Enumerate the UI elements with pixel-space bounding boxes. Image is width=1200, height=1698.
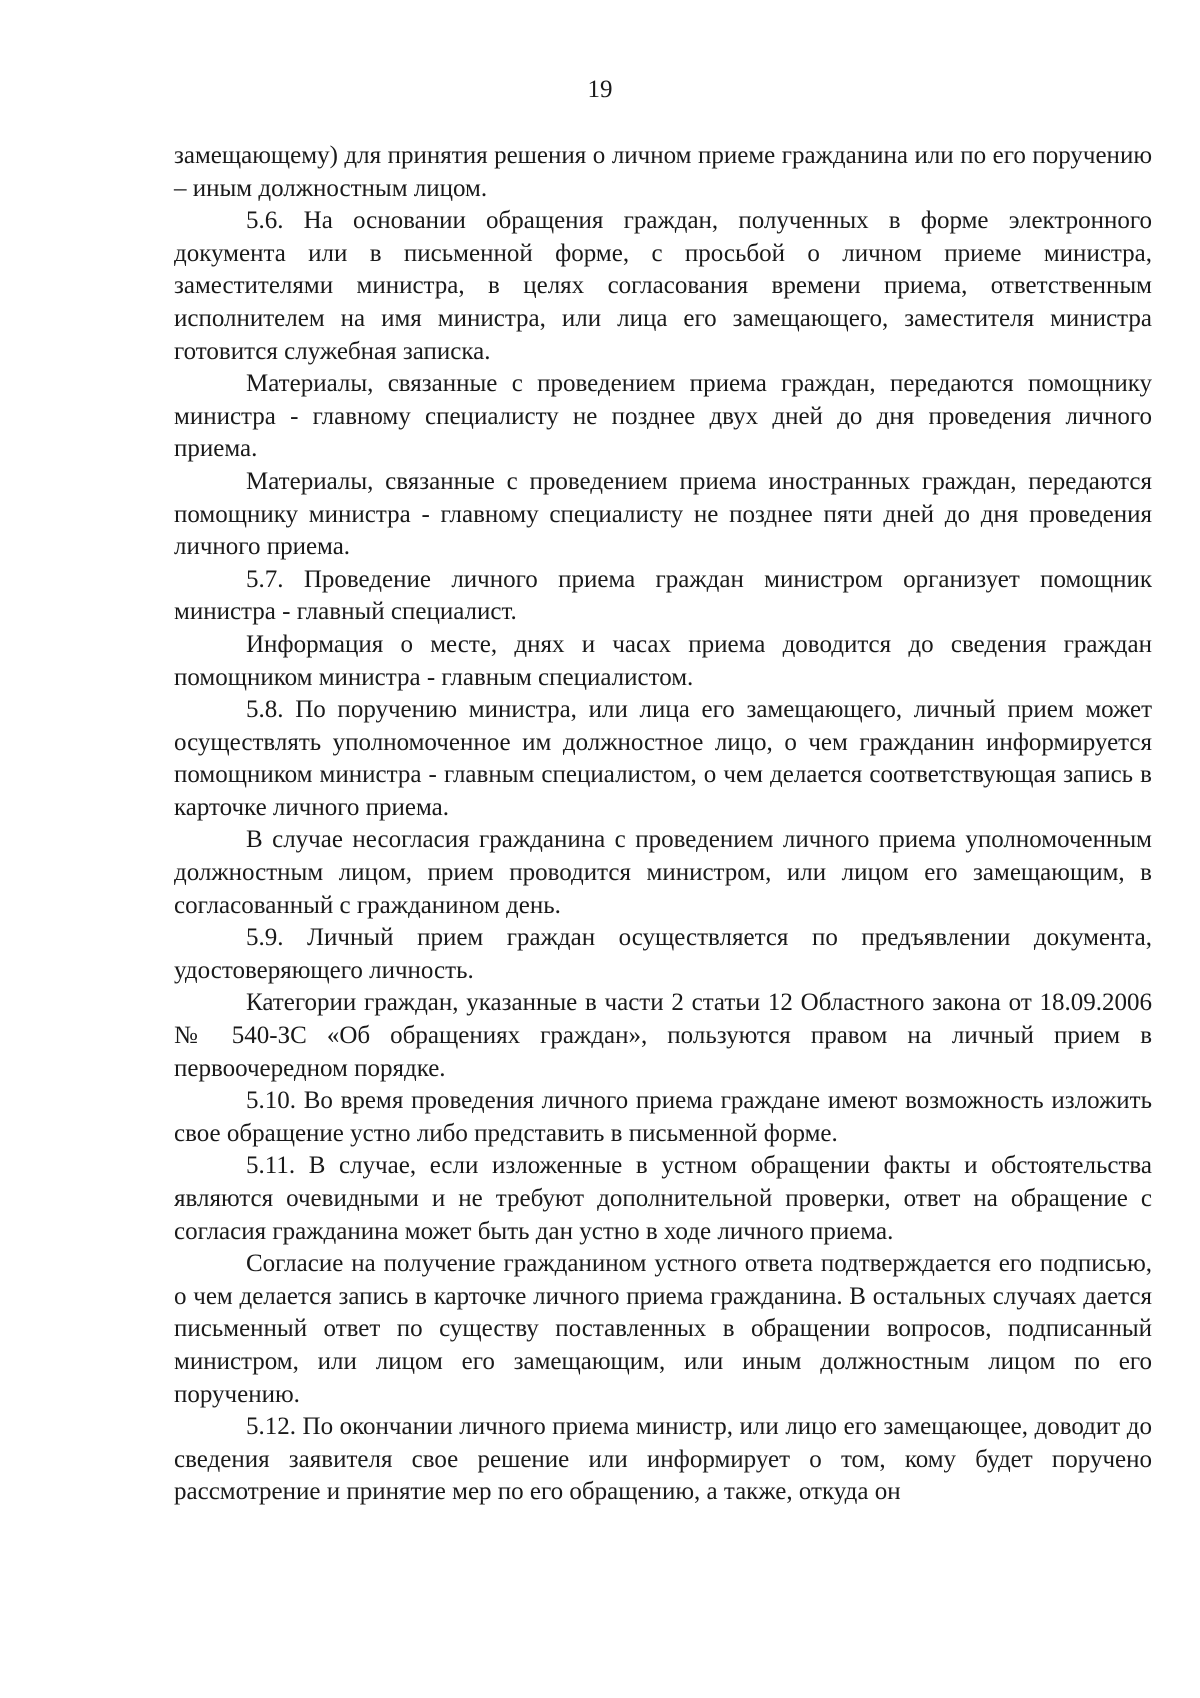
paragraph: Материалы, связанные с проведением приема граждан, передаются помощнику министра - главному специалисту не позднее двух дней до дня проведения личного приема. <box>174 370 1152 463</box>
paragraph: Согласие на получение гражданином устного ответа подтверждается его подписью, о чем делается запись в карточке личного приема гражданина. В остальных случаях дается письменный ответ по существу поставленных в обращении вопросов, подписанный министром, или лицом его замещающим, или иным должностным лицом по его поручению. <box>174 1250 1152 1408</box>
paragraph: Информация о месте, днях и часах приема доводится до сведения граждан помощником министра - главным специалистом. <box>174 630 1152 691</box>
paragraph: 5.7. Проведение личного приема граждан министром организует помощник министра - главный специалист. <box>174 565 1152 626</box>
paragraph: замещающему) для принятия решения о личном приеме гражданина или по его поручению – иным должностным лицом. <box>174 142 1152 202</box>
paragraph: В случае несогласия гражданина с проведением личного приема уполномоченным должностным лицом, прием проводится министром, или лицом его замещающим, в согласованный с гражданином день. <box>174 826 1152 919</box>
paragraph: Материалы, связанные с проведением приема иностранных граждан, передаются помощнику министра - главному специалисту не позднее пяти дней до дня проведения личного приема. <box>174 467 1152 561</box>
paragraph: 5.10. Во время проведения личного приема граждане имеют возможность изложить свое обращение устно либо представить в письменной форме. <box>174 1087 1152 1147</box>
paragraph: Категории граждан, указанные в части 2 статьи 12 Областного закона от 18.09.2006 № 540-ЗС «Об обращениях граждан», пользуются правом на личный прием в первоочередном порядке. <box>174 989 1152 1082</box>
paragraph: 5.9. Личный прием граждан осуществляется по предъявлении документа, удостоверяющего личность. <box>174 924 1152 984</box>
paragraph: 5.11. В случае, если изложенные в устном обращении факты и обстоятельства являются очевидными и не требуют дополнительной проверки, ответ на обращение с согласия гражданина может быть дан устно в ходе личного приема. <box>174 1152 1152 1245</box>
document-body <box>174 140 1152 1509</box>
paragraph: 5.6. На основании обращения граждан, полученных в форме электронного документа или в письменной форме, с просьбой о личном приеме министра, заместителями министра, в целях согласования времени приема, ответственным исполнителем на имя министра, или лица его замещающего, заместителя министра готовится служебная записка. <box>174 207 1152 365</box>
paragraph: 5.8. По поручению министра, или лица его замещающего, личный прием может осуществлять уполномоченное им должностное лицо, о чем гражданин информируется помощником министра - главным специалистом, о чем делается соответствующая запись в карточке личного приема. <box>174 696 1152 821</box>
paragraph: 5.12. По окончании личного приема министр, или лицо его замещающее, доводит до сведения заявителя свое решение или информирует о том, кому будет поручено рассмотрение и принятие мер по его обращению, а также, откуда он <box>174 1413 1152 1506</box>
page-number: 19 <box>587 76 613 103</box>
